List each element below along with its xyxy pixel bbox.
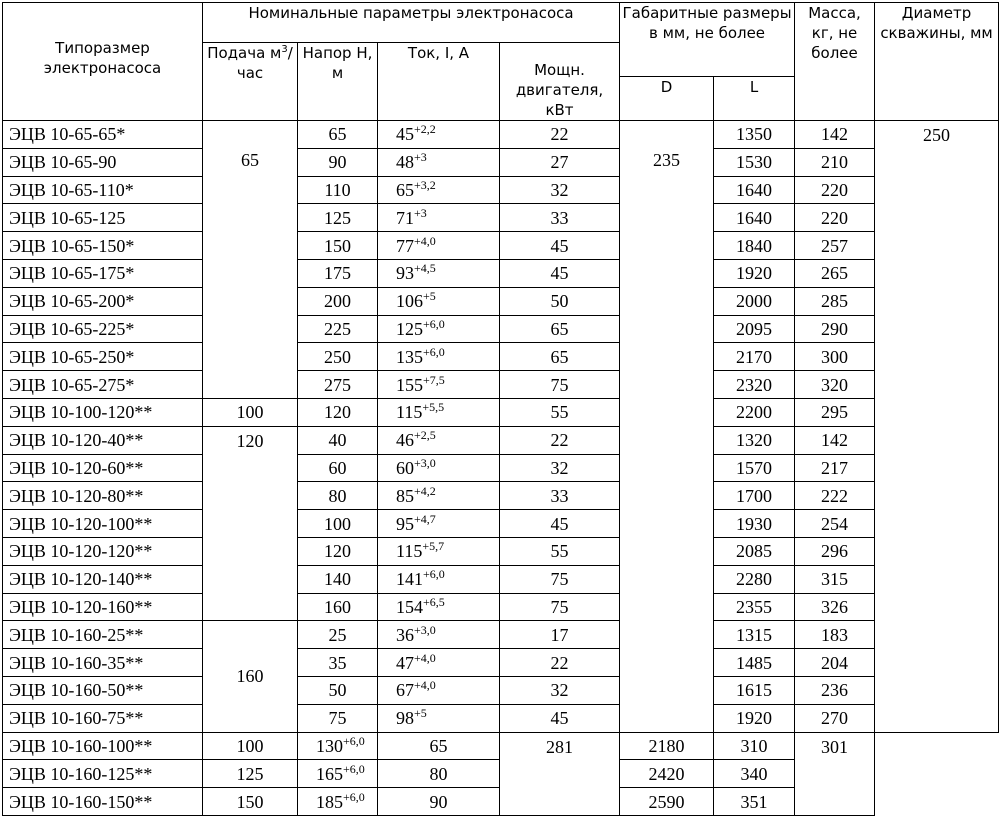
power-cell: 65 bbox=[500, 315, 620, 343]
mass-cell: 183 bbox=[795, 621, 875, 649]
current-cell bbox=[378, 371, 500, 399]
current-cell bbox=[378, 232, 500, 260]
model-cell: ЭЦВ 10-100-120** bbox=[3, 398, 203, 426]
current-tolerance: +5 bbox=[414, 706, 427, 721]
current-tolerance: +6,0 bbox=[343, 761, 365, 776]
current-tolerance: +5,7 bbox=[422, 539, 445, 554]
well-cell: 250 bbox=[875, 121, 999, 733]
model-cell: ЭЦВ 10-65-275* bbox=[3, 371, 203, 399]
current-tolerance: +7,5 bbox=[423, 372, 445, 387]
current-cell bbox=[378, 426, 500, 454]
power-cell: 45 bbox=[500, 232, 620, 260]
current-value: 135 bbox=[396, 346, 423, 367]
model-cell: ЭЦВ 10-120-140** bbox=[3, 565, 203, 593]
length-cell: 2180 bbox=[620, 732, 714, 760]
table-row bbox=[3, 649, 999, 677]
current-tolerance: +5 bbox=[423, 289, 436, 304]
head-cell: 25 bbox=[298, 621, 378, 649]
current-tolerance: +3,0 bbox=[414, 622, 436, 637]
mass-cell: 320 bbox=[795, 371, 875, 399]
model-cell: ЭЦВ 10-160-100** bbox=[3, 732, 203, 760]
head-cell: 65 bbox=[298, 121, 378, 149]
table-row bbox=[3, 232, 999, 260]
current-tolerance: +4,7 bbox=[414, 511, 436, 526]
current-tolerance: +4,0 bbox=[414, 650, 436, 665]
table-row bbox=[3, 315, 999, 343]
head-cell: 60 bbox=[298, 454, 378, 482]
length-cell: 1640 bbox=[714, 176, 795, 204]
flow-cell: 160 bbox=[203, 621, 298, 732]
current-tolerance: +4,0 bbox=[414, 678, 436, 693]
mass-cell: 315 bbox=[795, 565, 875, 593]
length-cell: 2200 bbox=[714, 398, 795, 426]
header-mass: Масса, кг, не более bbox=[795, 3, 875, 121]
model-cell: ЭЦВ 10-65-175* bbox=[3, 259, 203, 287]
head-cell: 275 bbox=[298, 371, 378, 399]
model-cell: ЭЦВ 10-120-160** bbox=[3, 593, 203, 621]
model-cell: ЭЦВ 10-65-110* bbox=[3, 176, 203, 204]
current-tolerance: +2,2 bbox=[414, 122, 436, 137]
mass-cell: 254 bbox=[795, 510, 875, 538]
table-row bbox=[3, 343, 999, 371]
power-cell: 22 bbox=[500, 121, 620, 149]
current-cell bbox=[378, 121, 500, 149]
mass-cell: 265 bbox=[795, 259, 875, 287]
current-cell bbox=[378, 398, 500, 426]
head-cell: 175 bbox=[298, 259, 378, 287]
table-row bbox=[3, 204, 999, 232]
current-tolerance: +3,0 bbox=[414, 455, 436, 470]
header-d: D bbox=[620, 77, 714, 121]
model-cell: ЭЦВ 10-120-40** bbox=[3, 426, 203, 454]
table-row bbox=[3, 371, 999, 399]
power-cell: 65 bbox=[500, 343, 620, 371]
current-cell bbox=[378, 454, 500, 482]
mass-cell: 296 bbox=[795, 537, 875, 565]
table-row bbox=[3, 593, 999, 621]
current-cell bbox=[378, 621, 500, 649]
current-value: 77 bbox=[396, 235, 414, 256]
table-row bbox=[3, 426, 999, 454]
pump-spec-table bbox=[2, 2, 999, 816]
length-cell: 1485 bbox=[714, 649, 795, 677]
current-value: 36 bbox=[396, 624, 414, 645]
model-cell: ЭЦВ 10-65-200* bbox=[3, 287, 203, 315]
current-cell bbox=[298, 732, 378, 760]
model-cell: ЭЦВ 10-120-60** bbox=[3, 454, 203, 482]
current-cell bbox=[378, 510, 500, 538]
current-value: 165 bbox=[316, 763, 343, 784]
mass-cell: 351 bbox=[714, 788, 795, 816]
power-cell: 22 bbox=[500, 649, 620, 677]
head-cell: 100 bbox=[203, 732, 298, 760]
head-cell: 140 bbox=[298, 565, 378, 593]
current-value: 141 bbox=[396, 569, 423, 590]
power-cell: 75 bbox=[500, 565, 620, 593]
table-row bbox=[3, 510, 999, 538]
length-cell: 2085 bbox=[714, 537, 795, 565]
length-cell: 1920 bbox=[714, 259, 795, 287]
model-cell: ЭЦВ 10-160-125** bbox=[3, 760, 203, 788]
current-value: 93 bbox=[396, 263, 414, 284]
head-cell: 50 bbox=[298, 676, 378, 704]
head-cell: 75 bbox=[298, 704, 378, 732]
mass-cell: 142 bbox=[795, 426, 875, 454]
table-row bbox=[3, 621, 999, 649]
power-cell: 55 bbox=[500, 398, 620, 426]
model-cell: ЭЦВ 10-120-80** bbox=[3, 482, 203, 510]
power-cell: 45 bbox=[500, 704, 620, 732]
length-cell: 1615 bbox=[714, 676, 795, 704]
power-cell: 22 bbox=[500, 426, 620, 454]
length-cell: 1920 bbox=[714, 704, 795, 732]
model-cell: ЭЦВ 10-120-120** bbox=[3, 537, 203, 565]
current-value: 71 bbox=[396, 207, 414, 228]
table-row bbox=[3, 148, 999, 176]
model-cell: ЭЦВ 10-160-75** bbox=[3, 704, 203, 732]
model-cell: ЭЦВ 10-65-65* bbox=[3, 121, 203, 149]
power-cell: 90 bbox=[378, 788, 500, 816]
current-value: 47 bbox=[396, 652, 414, 673]
current-value: 67 bbox=[396, 680, 414, 701]
head-cell: 150 bbox=[203, 788, 298, 816]
head-cell: 225 bbox=[298, 315, 378, 343]
model-cell: ЭЦВ 10-160-35** bbox=[3, 649, 203, 677]
table-row bbox=[3, 176, 999, 204]
flow-cell: 100 bbox=[203, 398, 298, 426]
mass-cell: 142 bbox=[795, 121, 875, 149]
current-tolerance: +6,0 bbox=[423, 316, 445, 331]
header-l: L bbox=[714, 77, 795, 121]
header-flow: Подача $м^3$/час bbox=[203, 43, 298, 121]
current-value: 65 bbox=[396, 179, 414, 200]
mass-cell: 310 bbox=[714, 732, 795, 760]
header-nominal-params: Номинальные параметры электронасоса bbox=[203, 3, 620, 43]
length-cell: 1530 bbox=[714, 148, 795, 176]
current-tolerance: +6,5 bbox=[423, 594, 445, 609]
flow-cell: 65 bbox=[203, 121, 298, 399]
current-value: 125 bbox=[396, 318, 423, 339]
length-cell: 1315 bbox=[714, 621, 795, 649]
current-cell bbox=[378, 704, 500, 732]
table-row bbox=[3, 259, 999, 287]
length-cell: 1700 bbox=[714, 482, 795, 510]
d-cell: 235 bbox=[620, 121, 714, 733]
header-dimensions: Габаритные размеры в мм, не более bbox=[620, 3, 795, 77]
length-cell: 2590 bbox=[620, 788, 714, 816]
current-cell bbox=[378, 565, 500, 593]
mass-cell: 257 bbox=[795, 232, 875, 260]
head-cell: 160 bbox=[298, 593, 378, 621]
power-cell: 50 bbox=[500, 287, 620, 315]
current-cell bbox=[378, 315, 500, 343]
current-cell bbox=[378, 204, 500, 232]
mass-cell: 340 bbox=[714, 760, 795, 788]
head-cell: 40 bbox=[298, 426, 378, 454]
model-cell: ЭЦВ 10-65-150* bbox=[3, 232, 203, 260]
flow-cell: 120 bbox=[203, 426, 298, 621]
length-cell: 2000 bbox=[714, 287, 795, 315]
current-tolerance: +6,0 bbox=[343, 789, 365, 804]
current-cell bbox=[378, 176, 500, 204]
head-cell: 100 bbox=[298, 510, 378, 538]
model-cell: ЭЦВ 10-65-125 bbox=[3, 204, 203, 232]
model-cell: ЭЦВ 10-65-90 bbox=[3, 148, 203, 176]
length-cell: 2320 bbox=[714, 371, 795, 399]
current-value: 155 bbox=[396, 374, 423, 395]
mass-cell: 300 bbox=[795, 343, 875, 371]
table-row bbox=[3, 121, 999, 149]
power-cell: 75 bbox=[500, 371, 620, 399]
table-row bbox=[3, 537, 999, 565]
current-tolerance: +2,5 bbox=[414, 428, 436, 443]
current-cell bbox=[378, 259, 500, 287]
head-cell: 250 bbox=[298, 343, 378, 371]
table-row bbox=[3, 732, 999, 760]
power-cell: 55 bbox=[500, 537, 620, 565]
current-value: 95 bbox=[396, 513, 414, 534]
current-value: 154 bbox=[396, 596, 423, 617]
current-tolerance: +4,0 bbox=[414, 233, 436, 248]
current-cell bbox=[378, 593, 500, 621]
current-tolerance: +3,2 bbox=[414, 177, 436, 192]
current-tolerance: +3 bbox=[414, 150, 427, 165]
current-cell bbox=[298, 760, 378, 788]
mass-cell: 236 bbox=[795, 676, 875, 704]
mass-cell: 220 bbox=[795, 176, 875, 204]
length-cell: 1350 bbox=[714, 121, 795, 149]
table-row bbox=[3, 454, 999, 482]
power-cell: 33 bbox=[500, 204, 620, 232]
current-cell bbox=[378, 649, 500, 677]
current-cell bbox=[378, 287, 500, 315]
current-value: 60 bbox=[396, 457, 414, 478]
current-value: 130 bbox=[316, 735, 343, 756]
current-tolerance: +6,0 bbox=[423, 344, 445, 359]
power-cell: 32 bbox=[500, 176, 620, 204]
mass-cell: 295 bbox=[795, 398, 875, 426]
header-power: Мощн. двигателя, кВт bbox=[500, 43, 620, 121]
power-cell: 80 bbox=[378, 760, 500, 788]
current-cell bbox=[378, 148, 500, 176]
current-tolerance: +3 bbox=[414, 205, 427, 220]
table-row bbox=[3, 676, 999, 704]
current-value: 115 bbox=[396, 402, 423, 423]
power-cell: 75 bbox=[500, 593, 620, 621]
power-cell: 32 bbox=[500, 676, 620, 704]
mass-cell: 210 bbox=[795, 148, 875, 176]
current-tolerance: +5,5 bbox=[422, 400, 445, 415]
mass-cell: 220 bbox=[795, 204, 875, 232]
head-cell: 35 bbox=[298, 649, 378, 677]
power-cell: 17 bbox=[500, 621, 620, 649]
model-cell: ЭЦВ 10-65-225* bbox=[3, 315, 203, 343]
head-cell: 120 bbox=[298, 537, 378, 565]
header-head: Напор H, м bbox=[298, 43, 378, 121]
model-cell: ЭЦВ 10-120-100** bbox=[3, 510, 203, 538]
table-body bbox=[3, 121, 999, 816]
length-cell: 1570 bbox=[714, 454, 795, 482]
current-tolerance: +4,2 bbox=[414, 483, 436, 498]
head-cell: 125 bbox=[298, 204, 378, 232]
head-cell: 90 bbox=[298, 148, 378, 176]
current-value: 48 bbox=[396, 152, 414, 173]
current-tolerance: +6,0 bbox=[423, 567, 445, 582]
current-value: 98 bbox=[396, 708, 414, 729]
model-cell: ЭЦВ 10-65-250* bbox=[3, 343, 203, 371]
length-cell: 2355 bbox=[714, 593, 795, 621]
current-tolerance: +4,5 bbox=[414, 261, 436, 276]
model-cell: ЭЦВ 10-160-25** bbox=[3, 621, 203, 649]
header-model: Типоразмер электронасоса bbox=[3, 3, 203, 121]
current-cell bbox=[378, 676, 500, 704]
head-cell: 80 bbox=[298, 482, 378, 510]
power-cell: 27 bbox=[500, 148, 620, 176]
table-header bbox=[3, 3, 999, 121]
current-value: 185 bbox=[316, 791, 343, 812]
well-cell: 301 bbox=[795, 732, 875, 815]
mass-cell: 326 bbox=[795, 593, 875, 621]
current-value: 106 bbox=[396, 291, 423, 312]
mass-cell: 270 bbox=[795, 704, 875, 732]
length-cell: 2095 bbox=[714, 315, 795, 343]
mass-cell: 290 bbox=[795, 315, 875, 343]
length-cell: 1640 bbox=[714, 204, 795, 232]
length-cell: 2280 bbox=[714, 565, 795, 593]
power-cell: 45 bbox=[500, 259, 620, 287]
model-cell: ЭЦВ 10-160-150** bbox=[3, 788, 203, 816]
current-cell bbox=[378, 537, 500, 565]
length-cell: 2170 bbox=[714, 343, 795, 371]
head-cell: 150 bbox=[298, 232, 378, 260]
head-cell: 200 bbox=[298, 287, 378, 315]
current-cell bbox=[378, 343, 500, 371]
head-cell: 120 bbox=[298, 398, 378, 426]
power-cell: 32 bbox=[500, 454, 620, 482]
length-cell: 1930 bbox=[714, 510, 795, 538]
mass-cell: 285 bbox=[795, 287, 875, 315]
power-cell: 65 bbox=[378, 732, 500, 760]
table-row bbox=[3, 704, 999, 732]
mass-cell: 222 bbox=[795, 482, 875, 510]
model-cell: ЭЦВ 10-160-50** bbox=[3, 676, 203, 704]
table-row bbox=[3, 287, 999, 315]
header-well-diameter: Диаметр скважины, мм bbox=[875, 3, 999, 121]
d-cell: 281 bbox=[500, 732, 620, 815]
mass-cell: 204 bbox=[795, 649, 875, 677]
table-row bbox=[3, 482, 999, 510]
table-row bbox=[3, 565, 999, 593]
head-cell: 125 bbox=[203, 760, 298, 788]
power-cell: 33 bbox=[500, 482, 620, 510]
current-value: 45 bbox=[396, 124, 414, 145]
head-cell: 110 bbox=[298, 176, 378, 204]
current-value: 85 bbox=[396, 485, 414, 506]
mass-cell: 217 bbox=[795, 454, 875, 482]
current-value: 115 bbox=[396, 541, 423, 562]
header-current: Ток, I, А bbox=[378, 43, 500, 121]
length-cell: 1320 bbox=[714, 426, 795, 454]
power-cell: 45 bbox=[500, 510, 620, 538]
current-cell bbox=[378, 482, 500, 510]
current-value: 46 bbox=[396, 430, 414, 451]
length-cell: 2420 bbox=[620, 760, 714, 788]
length-cell: 1840 bbox=[714, 232, 795, 260]
table-row bbox=[3, 398, 999, 426]
current-tolerance: +6,0 bbox=[343, 733, 365, 748]
